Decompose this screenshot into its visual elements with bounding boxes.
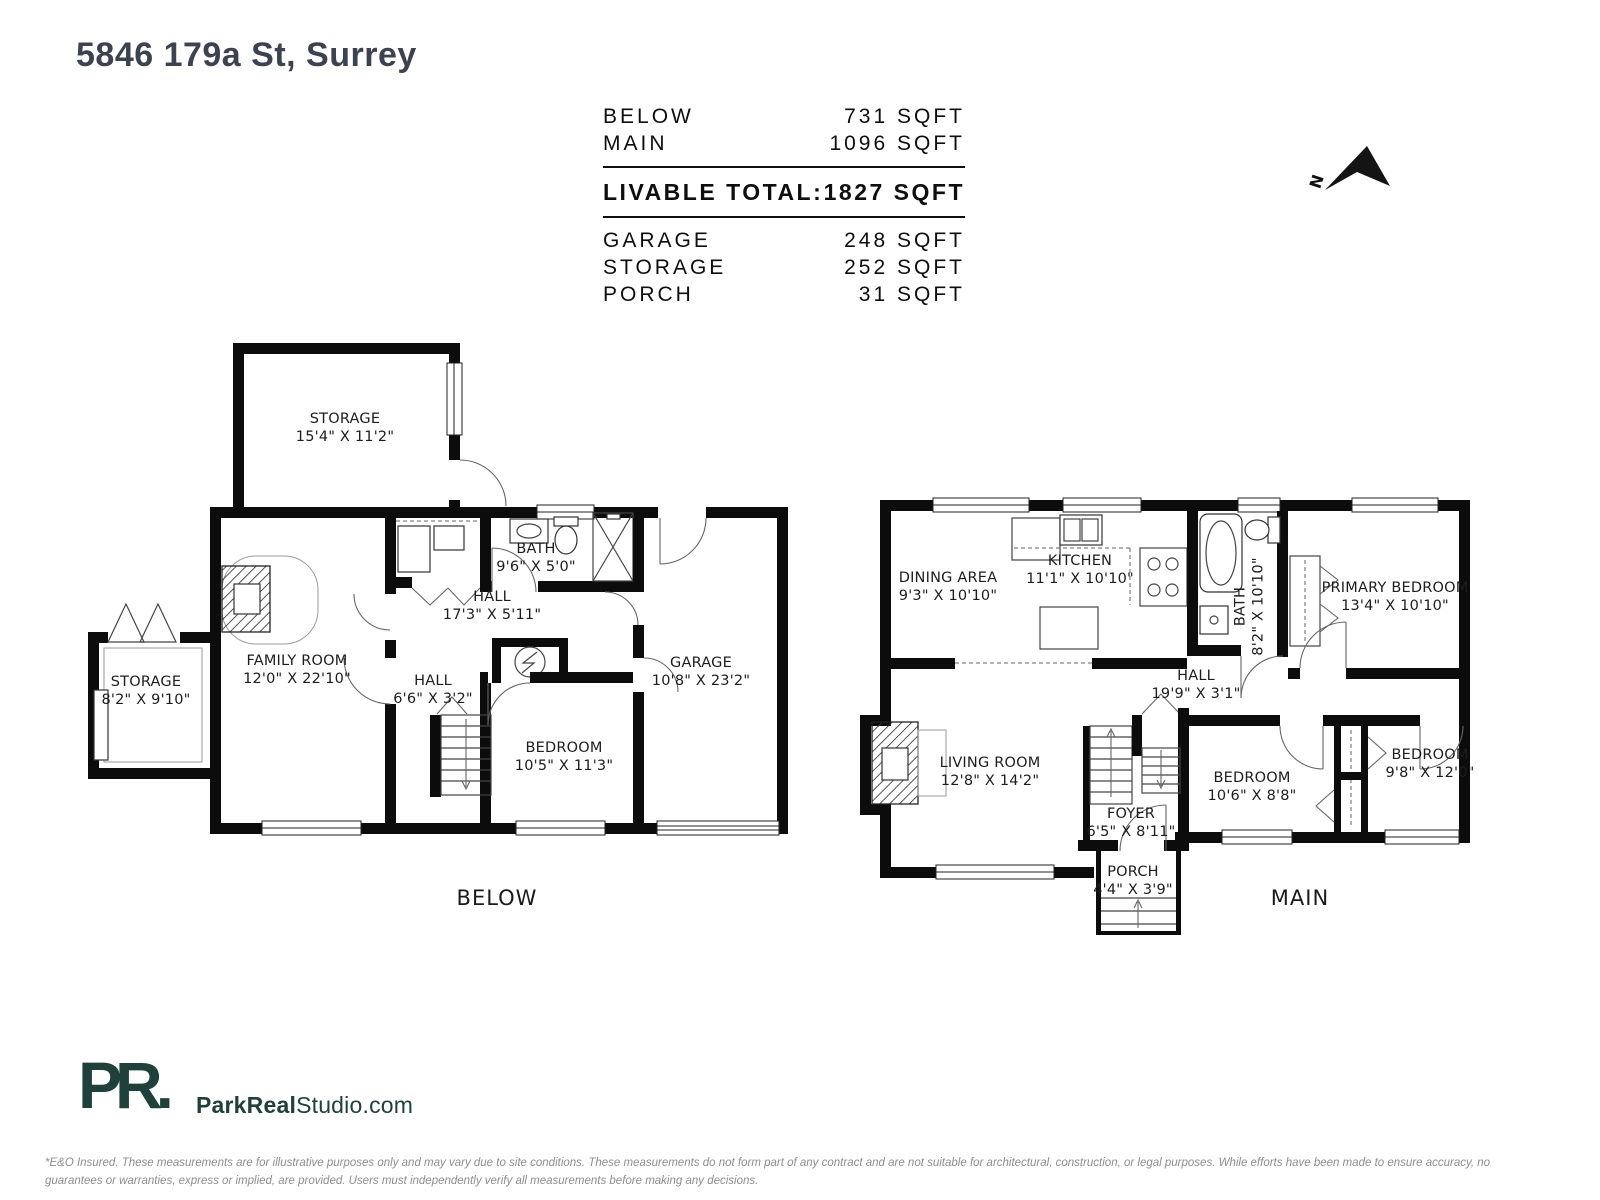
room-label-storage-upper [245,411,445,446]
room-label-garage [601,655,801,690]
room-dims: 10'8" X 23'2" [651,672,751,689]
room-name: STORAGE [309,411,381,427]
summary-value: 1096 SQFT [829,132,965,155]
room-name: PORCH [1107,864,1159,880]
room-dims: 10'5" X 11'3" [514,757,614,774]
room-dims: 6'6" X 3'2" [393,690,473,707]
room-dims: 9'8" X 12'0" [1385,764,1475,781]
room-dims: 17'3" X 5'11" [442,606,542,623]
room-label-kitchen [980,553,1180,588]
room-name: BEDROOM [525,740,603,756]
room-name: STORAGE [110,674,182,690]
room-name: PRIMARY BEDROOM [1321,580,1469,596]
room-name: LIVING ROOM [939,755,1041,771]
summary-label: PORCH [603,283,694,306]
room-name: KITCHEN [1047,553,1113,569]
page-title: 5846 179a St, Surrey [76,36,417,74]
summary-label: BELOW [603,105,694,128]
room-dims: 15'4" X 11'2" [295,428,395,445]
floor-caption-below: BELOW [456,886,538,910]
room-label-bath-main [1233,522,1268,692]
room-name: BATH [516,541,556,557]
summary-value: 252 SQFT [844,256,965,279]
summary-label: MAIN [603,132,668,155]
room-label-bedroom-2 [1330,747,1530,782]
room-dims: 4'4" X 3'9" [1093,881,1173,898]
summary-value: 248 SQFT [844,229,965,252]
summary-value: 1827 SQFT [823,179,965,205]
room-dims: 10'6" X 8'8" [1207,787,1297,804]
room-dims: 19'9" X 3'1" [1151,685,1241,702]
room-dims: 12'8" X 14'2" [940,772,1040,789]
brand-rest: Studio.com [296,1092,414,1118]
brand-name [196,1092,413,1119]
room-dims: 9'6" X 5'0" [496,558,576,575]
room-label-bedroom-below [464,740,664,775]
summary-label: GARAGE [603,229,711,252]
summary-value: 731 SQFT [844,105,965,128]
park-real-logo: PR. [78,1048,168,1122]
room-name: FAMILY ROOM [246,653,348,669]
room-name: HALL [1177,668,1215,684]
room-dims: 6'5" X 8'11" [1086,823,1176,840]
summary-value: 31 SQFT [858,283,965,306]
room-label-hall-main [1096,668,1296,703]
room-label-living-room [890,755,1090,790]
summary-label: LIVABLE TOTAL: [603,179,824,205]
room-name: GARAGE [670,655,732,671]
room-dims: 13'4" X 10'10" [1341,597,1449,614]
north-arrow-icon [1325,146,1390,190]
room-label-primary-bedroom [1295,580,1495,615]
room-name: DINING AREA [898,570,998,586]
disclaimer-text: *E&O Insured. These measurements are for illustrative purposes only and may vary due to site conditions. These measurements do not form part of any contract and are not suitable for architectural, construction, or legal purposes. While efforts have been made to ensure accuracy, no guarantees or warranties, express or implied, are provided. Users must independently verify all measurements before making any decisions. [45,1157,1491,1187]
room-name: HALL [473,589,511,605]
room-label-hall-6 [333,673,533,708]
room-name: HALL [414,673,452,689]
brand-bold: ParkReal [196,1092,297,1118]
room-name: BEDROOM [1391,747,1469,763]
room-label-storage-left [46,674,246,709]
room-label-hall-17 [392,589,592,624]
room-name: FOYER [1106,806,1156,822]
room-dims: 12'0" X 22'10" [243,670,351,687]
north-label: N [1305,172,1328,191]
floor-caption-main: MAIN [1270,886,1330,910]
room-name: BEDROOM [1213,770,1291,786]
room-dims: 9'3" X 10'10" [898,587,998,604]
room-label-bedroom-1 [1152,770,1352,805]
room-dims: 8'2" X 9'10" [101,691,191,708]
room-label-bath-below [436,541,636,576]
room-dims: 8'2" X 10'10" [1250,557,1266,656]
room-name: BATH [1232,586,1249,627]
room-dims: 11'1" X 10'10" [1026,570,1134,587]
room-label-foyer [1031,806,1231,841]
summary-label: STORAGE [603,256,727,279]
